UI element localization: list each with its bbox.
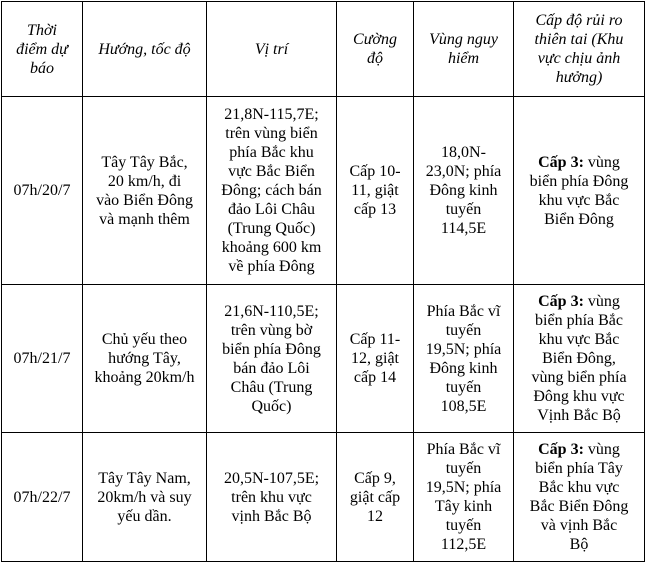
cell-risk	[514, 433, 645, 562]
cell-intensity: Cấp 11- 12, giật cấp 14	[337, 285, 414, 433]
cell-direction: Tây Tây Bắc, 20 km/h, đi vào Biển Đông và mạnh thêm	[83, 97, 207, 285]
cell-danger-zone: Phía Bắc vĩ tuyến 19,5N; phía Tây kinh tuyến 112,5E	[414, 433, 514, 562]
cell-time: 07h/22/7	[2, 433, 83, 562]
header-danger-zone: Vùng nguy hiểm	[414, 2, 514, 97]
cell-direction: Tây Tây Nam, 20km/h và suy yếu dần.	[83, 433, 207, 562]
risk-area-text: vùng biển phía Bắc khu vực Bắc Biển Đông, vùng biển phía Đông khu vực Vịnh Bắc Bộ	[531, 293, 627, 424]
cell-risk	[514, 285, 645, 433]
header-intensity: Cường độ	[337, 2, 414, 97]
cell-direction: Chủ yếu theo hướng Tây, khoảng 20km/h	[83, 285, 207, 433]
header-forecast-time: Thời điểm dự báo	[2, 2, 83, 97]
risk-level-label: Cấp 3:	[538, 441, 584, 458]
forecast-table	[1, 1, 645, 562]
table-row	[2, 97, 645, 285]
cell-danger-zone: 18,0N- 23,0N; phía Đông kinh tuyến 114,5E	[414, 97, 514, 285]
risk-level-label: Cấp 3:	[538, 293, 584, 310]
cell-time: 07h/21/7	[2, 285, 83, 433]
header-row	[2, 2, 645, 97]
cell-position: 21,6N-110,5E; trên vùng bờ biển phía Đông bán đảo Lôi Châu (Trung Quốc)	[207, 285, 337, 433]
header-direction-speed: Hướng, tốc độ	[83, 2, 207, 97]
table-row	[2, 433, 645, 562]
table-row	[2, 285, 645, 433]
cell-danger-zone: Phía Bắc vĩ tuyến 19,5N; phía Đông kinh tuyến 108,5E	[414, 285, 514, 433]
cell-time: 07h/20/7	[2, 97, 83, 285]
header-position: Vị trí	[207, 2, 337, 97]
cell-risk	[514, 97, 645, 285]
cell-intensity: Cấp 9, giật cấp 12	[337, 433, 414, 562]
cell-position: 20,5N-107,5E; trên khu vực vịnh Bắc Bộ	[207, 433, 337, 562]
risk-level-label: Cấp 3:	[538, 153, 584, 171]
cell-intensity: Cấp 10- 11, giật cấp 13	[337, 97, 414, 285]
header-risk-level: Cấp độ rủi ro thiên tai (Khu vực chịu ảnh hưởng)	[514, 2, 645, 97]
risk-area-text: vùng biển phía Đông khu vực Bắc Biển Đông	[529, 153, 629, 228]
risk-area-text: vùng biển phía Tây Bắc khu vực Bắc Biển Đông và vịnh Bắc Bộ	[529, 441, 629, 553]
cell-position: 21,8N-115,7E; trên vùng biển phía Bắc khu vực Bắc Biển Đông; cách bán đảo Lôi Châu (Trung Quốc) khoảng 600 km về phía Đông	[207, 97, 337, 285]
